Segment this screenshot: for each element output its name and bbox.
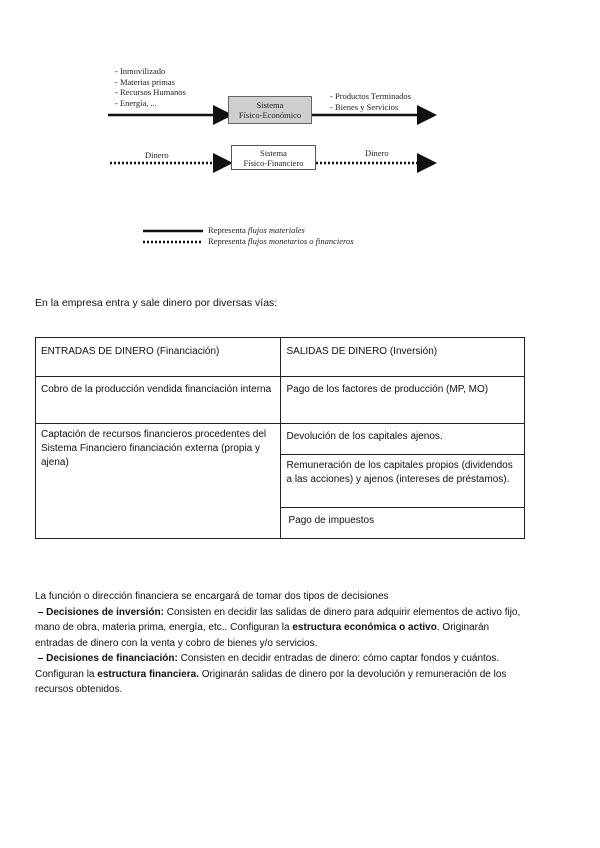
input-item: - Inmovilizado (115, 66, 166, 76)
outflow-cell: Pago de los factores de producción (MP, MO) (281, 377, 525, 424)
investment-tail: . Originarán entradas de dinero con la venta y cobro de bienes y/o servicios. (35, 622, 490, 649)
input-item: - Materias primas (115, 76, 175, 87)
input-item: - Recursos Humanos (115, 87, 186, 97)
inflow-cell: Captación de recursos financieros procedentes del Sistema Financiero financiación externa (propia y ajena) (36, 424, 281, 539)
table-header-row (36, 338, 525, 377)
decisions-intro: La función o dirección financiera se encargará de tomar dos tipos de decisiones (35, 591, 389, 602)
system-economic-line: Sistema (256, 100, 284, 110)
cash-flow-table (35, 337, 525, 539)
legend-material (208, 225, 305, 236)
output-item: - Productos Terminados (330, 91, 411, 101)
investment-label: – Decisiones de inversión: (37, 606, 164, 618)
financing-text: Consisten en decidir entradas de dinero: cómo captar fondos y cuántos. Configuran la (35, 653, 500, 680)
legend-term: flujos materiales (247, 225, 305, 235)
output-item: - Bienes y Servicios (330, 101, 399, 112)
decisions-section (35, 589, 525, 698)
inputs-list (115, 66, 186, 108)
legend-term: flujos monetarios o financieros (247, 236, 354, 246)
table-row (36, 424, 525, 455)
header-inflows: ENTRADAS DE DINERO (Financiación) (36, 338, 281, 377)
investment-decision (35, 605, 525, 652)
outputs-list (330, 91, 411, 112)
system-financial-line: Sistema (260, 147, 287, 158)
table-row (36, 377, 525, 424)
legend-prefix: Representa (208, 236, 248, 246)
system-economic-box (228, 96, 312, 124)
investment-bold: estructura económica o activo (292, 622, 437, 633)
legend-prefix: Representa (208, 225, 248, 235)
outflow-cell: Pago de impuestos (281, 508, 525, 539)
system-financial-box (231, 145, 316, 170)
legend-monetary (208, 236, 354, 247)
financing-decision (35, 651, 525, 698)
diagram-lines (0, 0, 600, 260)
money-label-right: Dinero (365, 148, 389, 158)
inflow-cell: Cobro de la producción vendida financiación interna (36, 377, 281, 424)
system-financial-line: Físico-Financiero (243, 157, 304, 168)
system-economic-line: Físico-Económico (238, 110, 302, 120)
financing-tail: Originarán salidas de dinero por la devolución y remuneración de los recursos obtenidos. (35, 668, 507, 695)
financing-bold: estructura financiera. (97, 668, 199, 680)
header-outflows: SALIDAS DE DINERO (Inversión) (281, 338, 525, 377)
outflow-cell: Remuneración de los capitales propios (dividendos a las acciones) y ajenos (intereses de préstamos). (281, 455, 525, 508)
financing-label: – Decisiones de financiación: (37, 653, 178, 664)
investment-text: Consisten en decidir las salidas de dinero para adquirir elementos de activo fijo, mano de obra, materia prima, energía, etc.. Configuran la (35, 606, 521, 633)
money-label-left: Dinero (145, 150, 169, 160)
outflow-cell: Devolución de los capitales ajenos. (281, 424, 525, 455)
intro-text: En la empresa entra y sale dinero por diversas vías: (35, 297, 278, 309)
input-item: - Energía, ... (115, 97, 157, 108)
